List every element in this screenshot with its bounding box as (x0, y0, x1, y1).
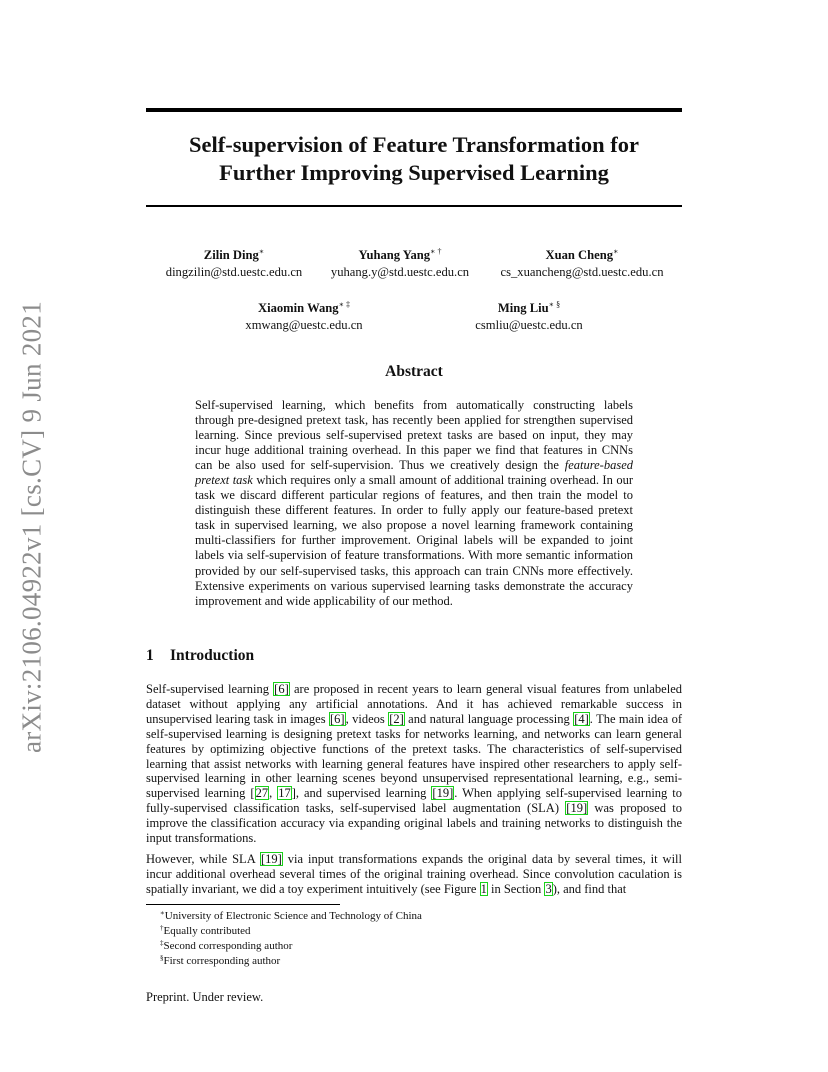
body-text: are proposed in recent years to learn general visual features from unlabeled dataset without applying any artificial annotations. And it has achieved remarkable success in unsupervised learing task in images (146, 682, 682, 726)
arxiv-identifier-stamp: arXiv:2106.04922v1 [cs.CV] 9 Jun 2021 (16, 300, 47, 754)
author-email[interactable]: cs_xuancheng@std.uestc.edu.cn (500, 265, 664, 279)
title-line-2: Further Improving Supervised Learning (219, 160, 609, 185)
author-block (500, 243, 663, 281)
author-email[interactable]: xmwang@uestc.edu.cn (245, 318, 363, 332)
author-marks: ∗ † (430, 247, 442, 256)
paper-title (146, 131, 682, 187)
footnote-mark: ∗ (160, 909, 165, 917)
body-text: was proposed to improve the classification accuracy via expanding original labels and training networks to distinguish the input transformations. (146, 801, 682, 846)
citation-link[interactable]: [19] (260, 852, 282, 866)
section-title: Introduction (170, 647, 255, 664)
author-block (475, 296, 582, 334)
footnote (160, 952, 280, 968)
author-name: Zilin Ding (203, 248, 259, 262)
title-line-1: Self-supervision of Feature Transformation for (189, 132, 639, 157)
footnote-text: Second corresponding author (163, 940, 293, 952)
footnote (160, 937, 292, 953)
author-name: Xuan Cheng (545, 248, 614, 262)
intro-paragraph-1 (146, 682, 682, 846)
body-text: However, while SLA (146, 852, 260, 866)
abstract-emphasis: feature-based pretext task (195, 458, 633, 488)
body-text: Self-supervised learning (146, 682, 274, 696)
title-bottom-rule (146, 205, 682, 207)
abstract-heading: Abstract (385, 363, 443, 380)
footnote-rule (146, 904, 340, 905)
citation-link[interactable]: 17 (278, 786, 291, 801)
abstract-part: which requires only a small amount of additional training overhead. In our task we discard different particular regions of features, and then train the model to distinguish these different features. In order to fully apply our feature-based pretext task in supervised learning, we also propose a novel learning framework containing multi-classifiers for further improvement. Original labels will be expanded to joint labels via self-supervision of feature transformations. With more semantic information provided by our self-supervised tasks, this approach can train CNNs more effectively. Extensive experiments on various supervised learning tasks demonstrate the accuracy improvement and wide applicability of our method. (195, 473, 633, 608)
section-heading-introduction (146, 647, 254, 665)
body-text: ], and supervised learning (291, 786, 432, 801)
author-email[interactable]: csmliu@uestc.edu.cn (475, 318, 583, 332)
section-link[interactable]: 3 (545, 881, 552, 896)
abstract-part: Self-supervised learning, which benefits from automatically constructing labels through pre-designed pretext task, has recently been applied for strengthen supervised learning. Since previous self-supervised pretext tasks are based on input, they may incur huge additional training overhead. In this paper we find that features in CNNs can be also used for self-supervision. Thus we creatively design the (195, 398, 633, 473)
author-email[interactable]: yuhang.y@std.uestc.edu.cn (330, 265, 470, 279)
intro-paragraph-2 (146, 852, 682, 897)
footnote-text: University of Electronic Science and Technology of China (164, 910, 422, 922)
citation-link[interactable]: [19] (566, 801, 588, 816)
author-marks: ∗ § (548, 300, 561, 309)
preprint-note: Preprint. Under review. (146, 990, 264, 1004)
footnote-mark: † (160, 924, 164, 932)
author-block (166, 243, 302, 281)
footnote (160, 907, 422, 923)
citation-link[interactable]: [2] (389, 711, 404, 726)
body-text: . When applying self-supervised learning to fully-supervised classification tasks, self-supervised label augmentation (SLA) (146, 786, 683, 816)
citation-link[interactable]: [19] (432, 786, 454, 801)
citation-link[interactable]: [4] (574, 711, 589, 726)
author-marks: ∗ (613, 247, 619, 256)
body-text: via input transformations expands the original data by several times, it will incur additional overhead several times of the original training overhead. Since convolution caculation is spatially invariant, we did a toy experiment intuitively (see Figure (146, 852, 683, 896)
body-text: . The main idea of self-supervised learning is designing pretext tasks for networks learning, and networks can learn general features by optimizing objective functions of the pretext tasks. The characteristics of self-supervised learning that assist networks with learning general features have inspired other researchers to apply self-supervised learning in other learning scenes beyond unsupervised representational learning, e.g., semi-supervised learning [ (146, 711, 682, 801)
title-top-rule (146, 108, 682, 112)
abstract-text (195, 398, 633, 609)
section-number: 1 (146, 647, 154, 664)
body-text: , (269, 786, 278, 801)
author-block (245, 296, 362, 334)
figure-link[interactable]: 1 (480, 881, 487, 896)
footnote-text: Equally contributed (163, 925, 251, 937)
body-text: ), and find that (552, 881, 627, 896)
footnote-mark: § (160, 954, 164, 962)
citation-link[interactable]: [6] (274, 682, 289, 696)
footnote-text: First corresponding author (163, 955, 281, 967)
citation-link[interactable]: [6] (330, 711, 345, 726)
author-marks: ∗ ‡ (338, 300, 351, 309)
footnote (160, 922, 251, 938)
author-name: Xiaomin Wang (257, 301, 339, 315)
body-text: in Section (487, 881, 545, 896)
author-marks: ∗ (258, 247, 265, 256)
author-block (331, 243, 469, 281)
body-text: and natural language processing (404, 711, 574, 726)
author-email[interactable]: dingzilin@std.uestc.edu.cn (165, 265, 303, 279)
body-text: , videos (345, 711, 389, 726)
citation-link[interactable]: 27 (255, 786, 269, 801)
author-name: Ming Liu (497, 301, 549, 315)
footnote-mark: ‡ (160, 939, 164, 947)
author-name: Yuhang Yang (358, 248, 431, 262)
